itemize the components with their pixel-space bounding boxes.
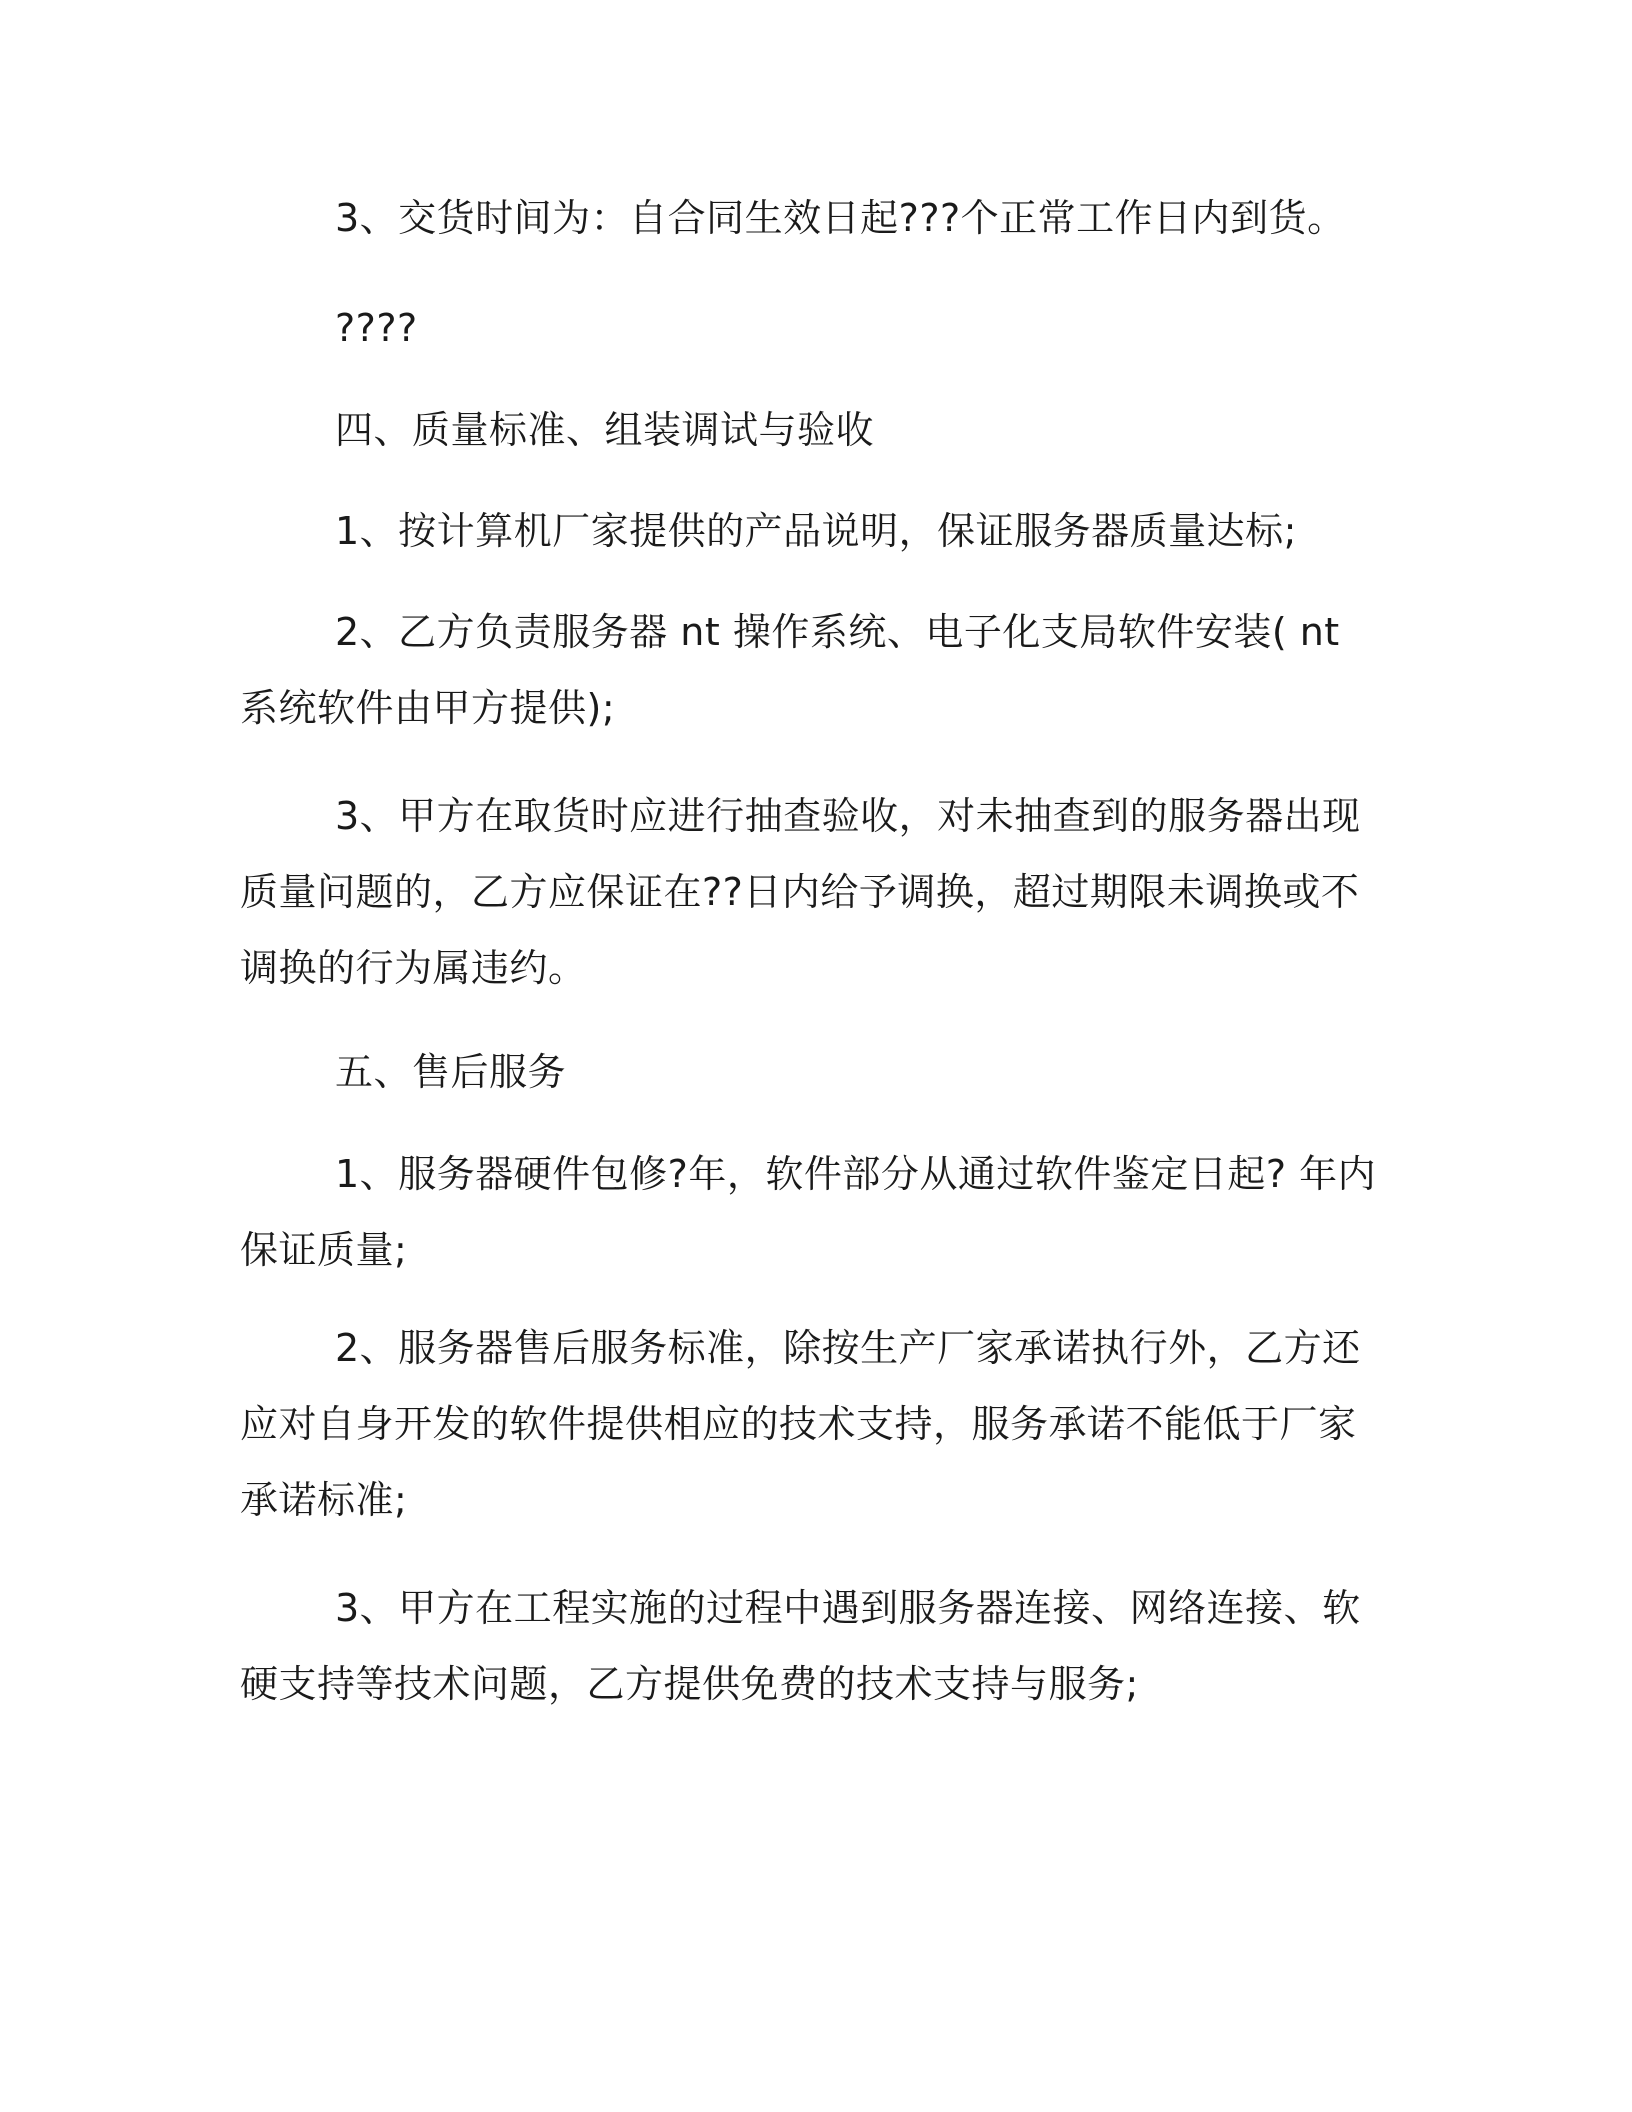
paragraph-placeholder: ???? xyxy=(335,306,418,350)
paragraph-quality-2: 2、乙方负责服务器 nt 操作系统、电子化支局软件安装( nt 系统软件由甲方提供); xyxy=(240,610,1340,730)
section-heading-after-sales: 五、售后服务 xyxy=(335,1050,567,1094)
paragraph-quality-3: 3、甲方在取货时应进行抽查验收，对未抽查到的服务器出现质量问题的，乙方应保证在??日内给予调换，超过期限未调换或不调换的行为属违约。 xyxy=(240,794,1361,990)
section-heading-quality: 四、质量标准、组装调试与验收 xyxy=(335,408,875,452)
paragraph-delivery-time: 3、交货时间为：自合同生效日起???个正常工作日内到货。 xyxy=(335,196,1346,240)
paragraph-quality-1: 1、按计算机厂家提供的产品说明，保证服务器质量达标; xyxy=(335,509,1297,553)
paragraph-after-sales-3: 3、甲方在工程实施的过程中遇到服务器连接、网络连接、软硬支持等技术问题，乙方提供免费的技术支持与服务; xyxy=(240,1586,1361,1706)
paragraph-after-sales-1: 1、服务器硬件包修?年，软件部分从通过软件鉴定日起? 年内保证质量; xyxy=(240,1152,1377,1272)
paragraph-after-sales-2: 2、服务器售后服务标准，除按生产厂家承诺执行外，乙方还应对自身开发的软件提供相应的技术支持，服务承诺不能低于厂家承诺标准; xyxy=(240,1326,1361,1522)
